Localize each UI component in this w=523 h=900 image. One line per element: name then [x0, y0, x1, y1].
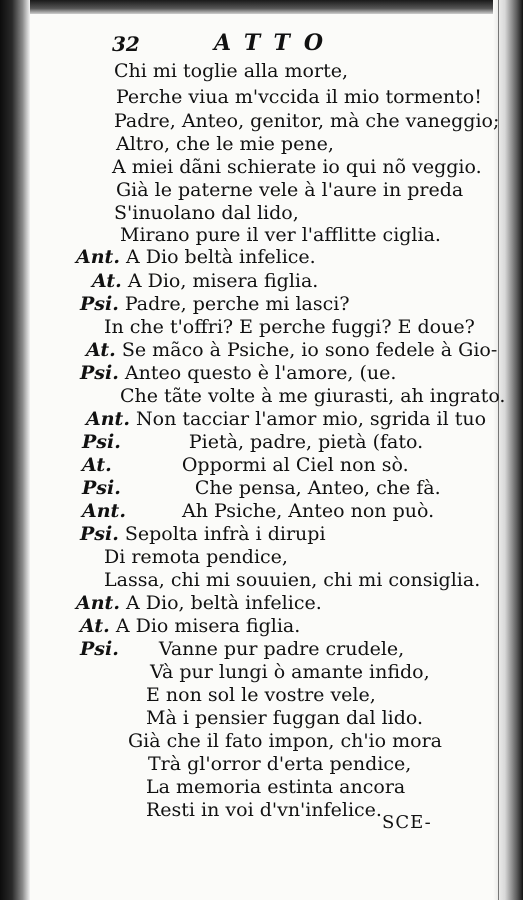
verse-line: Mirano pure il ver l'afflitte ciglia. — [120, 224, 441, 246]
speech-line: Ant. Non tacciar l'amor mio, sgrida il tuo — [86, 408, 487, 430]
verse-line: Che tãte volte à me giurasti, ah ingrato. — [120, 385, 506, 407]
speech-line: At. Oppormi al Ciel non sò. — [82, 454, 409, 476]
speech-line: At. A Dio, misera figlia. — [92, 270, 319, 292]
speaker-label: At. — [86, 339, 116, 361]
speech-line: Psi. Anteo questo è l'amore, (ue. — [80, 362, 397, 384]
verse-line: Altro, che le mie pene, — [116, 133, 334, 155]
speech-line: Ant. A Dio, beltà infelice. — [76, 592, 322, 614]
speaker-label: Ant. — [76, 246, 120, 268]
speech-line: Psi. Che pensa, Anteo, che fà. — [82, 477, 441, 499]
verse-line: E non sol le vostre vele, — [146, 684, 376, 706]
page-number: 32 — [112, 32, 140, 56]
page-fold-line — [498, 0, 499, 900]
speech-line: At. A Dio misera figlia. — [80, 615, 301, 637]
verse-line: Trà gl'orror d'erta pendice, — [148, 753, 412, 775]
speech-line: Psi. Padre, perche mi lasci? — [80, 293, 350, 315]
binding-gutter — [0, 0, 30, 900]
verse-line: Resti in voi d'vn'infelice. — [146, 799, 382, 821]
verse-line: Lassa, chi mi souuien, chi mi consiglia. — [104, 569, 481, 591]
speaker-label: Ant. — [76, 592, 120, 614]
verse-line: Già che il fato impon, ch'io mora — [128, 730, 442, 752]
speaker-label: Psi. — [82, 477, 121, 499]
speaker-label: Psi. — [80, 362, 119, 384]
verse-line: Và pur lungi ò amante infido, — [150, 661, 430, 683]
speaker-label: Psi. — [82, 431, 121, 453]
speech-line: Psi. Sepolta infrà i dirupi — [80, 523, 326, 545]
speaker-label: Ant. — [86, 408, 130, 430]
speaker-label: At. — [92, 270, 122, 292]
speech-line: Psi. Vanne pur padre crudele, — [80, 638, 405, 660]
speech-line: Ant. A Dio beltà infelice. — [76, 246, 316, 268]
speech-line: Ant. Ah Psiche, Anteo non può. — [82, 500, 435, 522]
verse-line: S'inuolano dal lido, — [114, 202, 299, 224]
verse-line: Padre, Anteo, genitor, mà che vaneggio; — [114, 110, 500, 132]
verse-line: Perche viua m'vccida il mio tormento! — [116, 86, 482, 108]
verse-line: Già le paterne vele à l'aure in preda — [116, 179, 464, 201]
verse-line: In che t'offri? E perche fuggi? E doue? — [104, 316, 475, 338]
page-header — [112, 32, 472, 58]
speaker-label: Ant. — [82, 500, 126, 522]
speaker-label: At. — [80, 615, 110, 637]
verse-line: Chi mi toglie alla morte, — [114, 60, 349, 82]
speech-line: Psi. Pietà, padre, pietà (fato. — [82, 431, 424, 453]
running-head: ATTO — [214, 30, 337, 56]
speaker-label: Psi. — [80, 638, 119, 660]
verse-line: La memoria estinta ancora — [146, 776, 406, 798]
speech-line: At. Se mãco à Psiche, io sono fedele à Gio- — [86, 339, 498, 361]
speaker-label: Psi. — [80, 523, 119, 545]
catchword: SCE- — [382, 812, 432, 833]
verse-line: Di remota pendice, — [104, 546, 288, 568]
page-top-edge — [0, 0, 523, 14]
speaker-label: Psi. — [80, 293, 119, 315]
verse-line: Mà i pensier fuggan dal lido. — [146, 707, 424, 729]
speaker-label: At. — [82, 454, 112, 476]
verse-line: A miei dãni schierate io qui nõ veggio. — [112, 156, 482, 178]
